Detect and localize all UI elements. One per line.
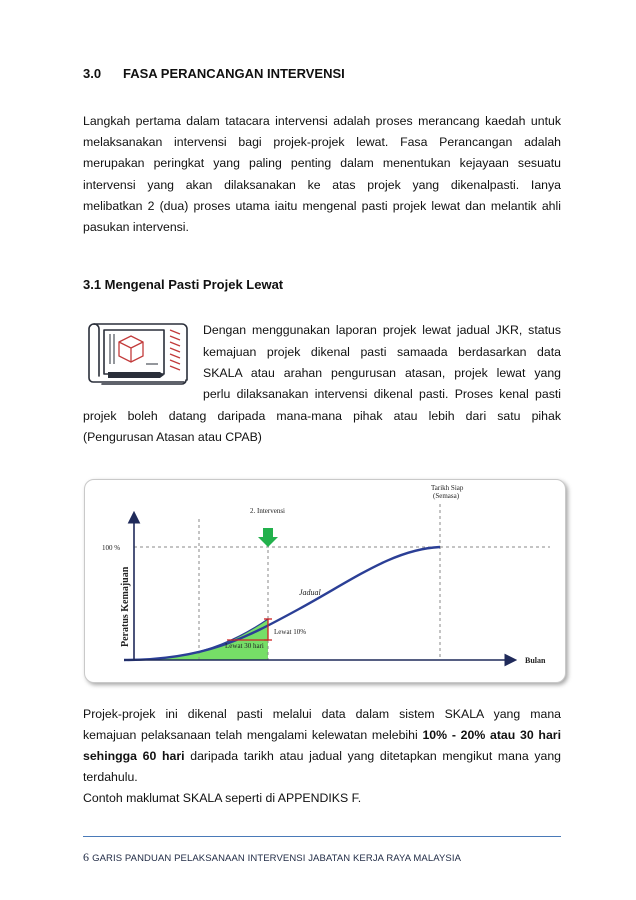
x-axis-label: Bulan (525, 656, 546, 665)
para2-line: kemajuan pelaksanaan telah mengalami kelewatan melebihi 10% - 20% atau 30 hari (83, 728, 561, 742)
intro-line: intervensi yang akan dilaksanakan ke atas projek yang dikenalpasti. Ianya (83, 178, 561, 192)
label-jadual: Jadual (299, 588, 321, 597)
intro-line: melaksanakan intervensi bagi projek-projek lewat. Fasa Perancangan adalah (83, 135, 561, 149)
label-lewat-percent: Lewat 10% (274, 628, 307, 636)
schedule-curve (124, 547, 440, 660)
footer-text: GARIS PANDUAN PELAKSANAAN INTERVENSI JABATAN KERJA RAYA MALAYSIA (92, 853, 462, 864)
y-axis-label: Peratus Kemajuan (120, 566, 131, 647)
intro-line: Langkah pertama dalam tatacara intervensi adalah proses merancang kaedah untuk (83, 114, 561, 128)
label-intervensi: 2. Intervensi (250, 507, 285, 515)
label-semasa: (Semasa) (433, 492, 460, 500)
wrap-line: perlu dilaksanakan intervensi dikenal pasti. Proses kenal pasti (203, 387, 561, 401)
wrap-line: kemajuan projek dikenal pasti samaada berdasarkan data (203, 345, 561, 359)
wrap-line: (Pengurusan Atasan atau CPAB) (83, 430, 262, 444)
label-tarikh-siap: Tarikh Siap (431, 484, 464, 492)
para2-line: terdahulu. (83, 770, 138, 784)
intro-line: pasukan intervensi. (83, 220, 189, 234)
wrap-line: SKALA atau arahan pengurusan atasan, projek lewat yang (203, 366, 561, 380)
subsection-title: 3.1 Mengenal Pasti Projek Lewat (83, 277, 284, 292)
label-100-percent: 100 % (102, 544, 121, 552)
blueprint-icon (86, 320, 194, 386)
intro-line: merupakan peringkat yang paling penting dalam menentukan kejayaan sesuatu (83, 156, 561, 170)
progress-diagram-svg (84, 479, 566, 683)
wrap-line: projek boleh datang daripada mana-mana pihak atau lebih dari satu pihak (83, 409, 561, 423)
footer-divider (83, 836, 561, 837)
para2-line: sehingga 60 hari daripada tarikh atau jadual yang ditetapkan mengikut mana yang (83, 749, 562, 763)
section-title: FASA PERANCANGAN INTERVENSI (123, 66, 345, 81)
label-lewat-hari: Lewat 30 hari (225, 642, 264, 650)
intro-line: melibatkan 2 (dua) proses utama iaitu mengenal pasti projek lewat dan melantik ahli (83, 199, 561, 213)
section-number: 3.0 (83, 66, 102, 81)
para2-line: Projek-projek ini dikenal pasti melalui data dalam sistem SKALA yang mana (83, 707, 561, 721)
section-heading (83, 66, 345, 81)
intervention-arrow-icon (258, 528, 278, 547)
page-number: 6 (83, 850, 90, 864)
wrap-line: Dengan menggunakan laporan projek lewat jadual JKR, status (203, 323, 561, 337)
para2-line: Contoh maklumat SKALA seperti di APPENDIKS F. (83, 791, 362, 805)
footer (83, 850, 461, 865)
